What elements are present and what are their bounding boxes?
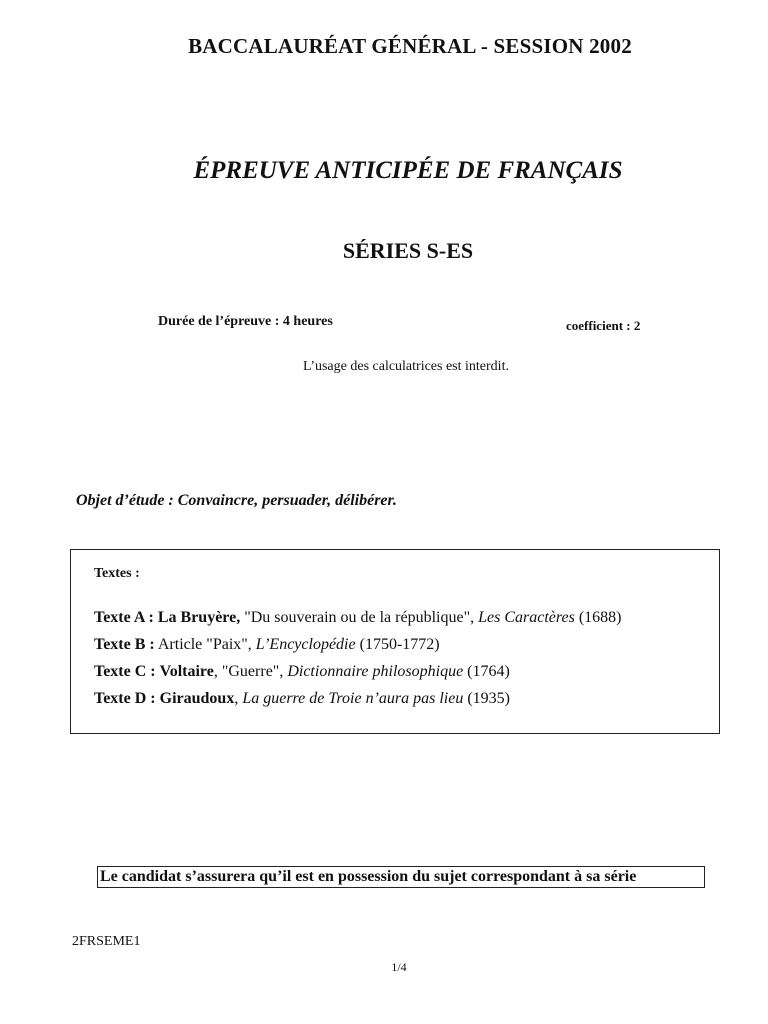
exam-series: SÉRIES S-ES [342,238,474,263]
text-label: Texte D : [94,690,156,707]
text-work: L’Encyclopédie [255,636,356,653]
text-author: La Bruyère, [157,609,241,626]
text-label: Texte A : [94,609,154,626]
text-label: Texte C : [94,663,156,680]
text-work: Les Caractères [478,609,575,626]
text-work: La guerre de Troie n’aura pas lieu [242,690,464,707]
exam-header-title: BACCALAURÉAT GÉNÉRAL - SESSION 2002 [188,34,632,58]
exam-duration: Durée de l’épreuve : 4 heures [158,314,333,329]
page-number: 1/4 [391,960,407,974]
text-year: (1935) [463,690,510,707]
text-work: Dictionnaire philosophique [287,663,464,680]
document-code: 2FRSEME1 [72,934,141,949]
text-title: "Du souverain ou de la république", [244,609,479,626]
exam-name: ÉPREUVE ANTICIPÉE DE FRANÇAIS [193,157,623,184]
text-year: (1688) [574,609,622,626]
text-author: Voltaire [159,663,214,680]
candidate-notice: Le candidat s’assurera qu’il est en possession du sujet correspondant à sa série [97,866,705,888]
text-year: (1764) [463,663,510,680]
text-year: (1750-1772) [355,636,440,653]
text-title: Article "Paix", [157,636,256,653]
texts-list [94,604,622,712]
text-item-d [94,685,622,712]
text-title: , [234,690,243,707]
study-object: Objet d’étude : Convaincre, persuader, délibérer. [76,492,397,509]
text-label: Texte B : [94,636,155,653]
exam-coefficient: coefficient : 2 [566,318,641,333]
texts-heading: Textes : [94,566,140,581]
text-author: Giraudoux [159,690,235,707]
text-item-a [94,604,622,631]
text-item-c [94,658,622,685]
texts-box [70,549,720,734]
calculator-notice: L’usage des calculatrices est interdit. [303,359,509,374]
text-title: , "Guerre", [213,663,288,680]
text-item-b [94,631,622,658]
